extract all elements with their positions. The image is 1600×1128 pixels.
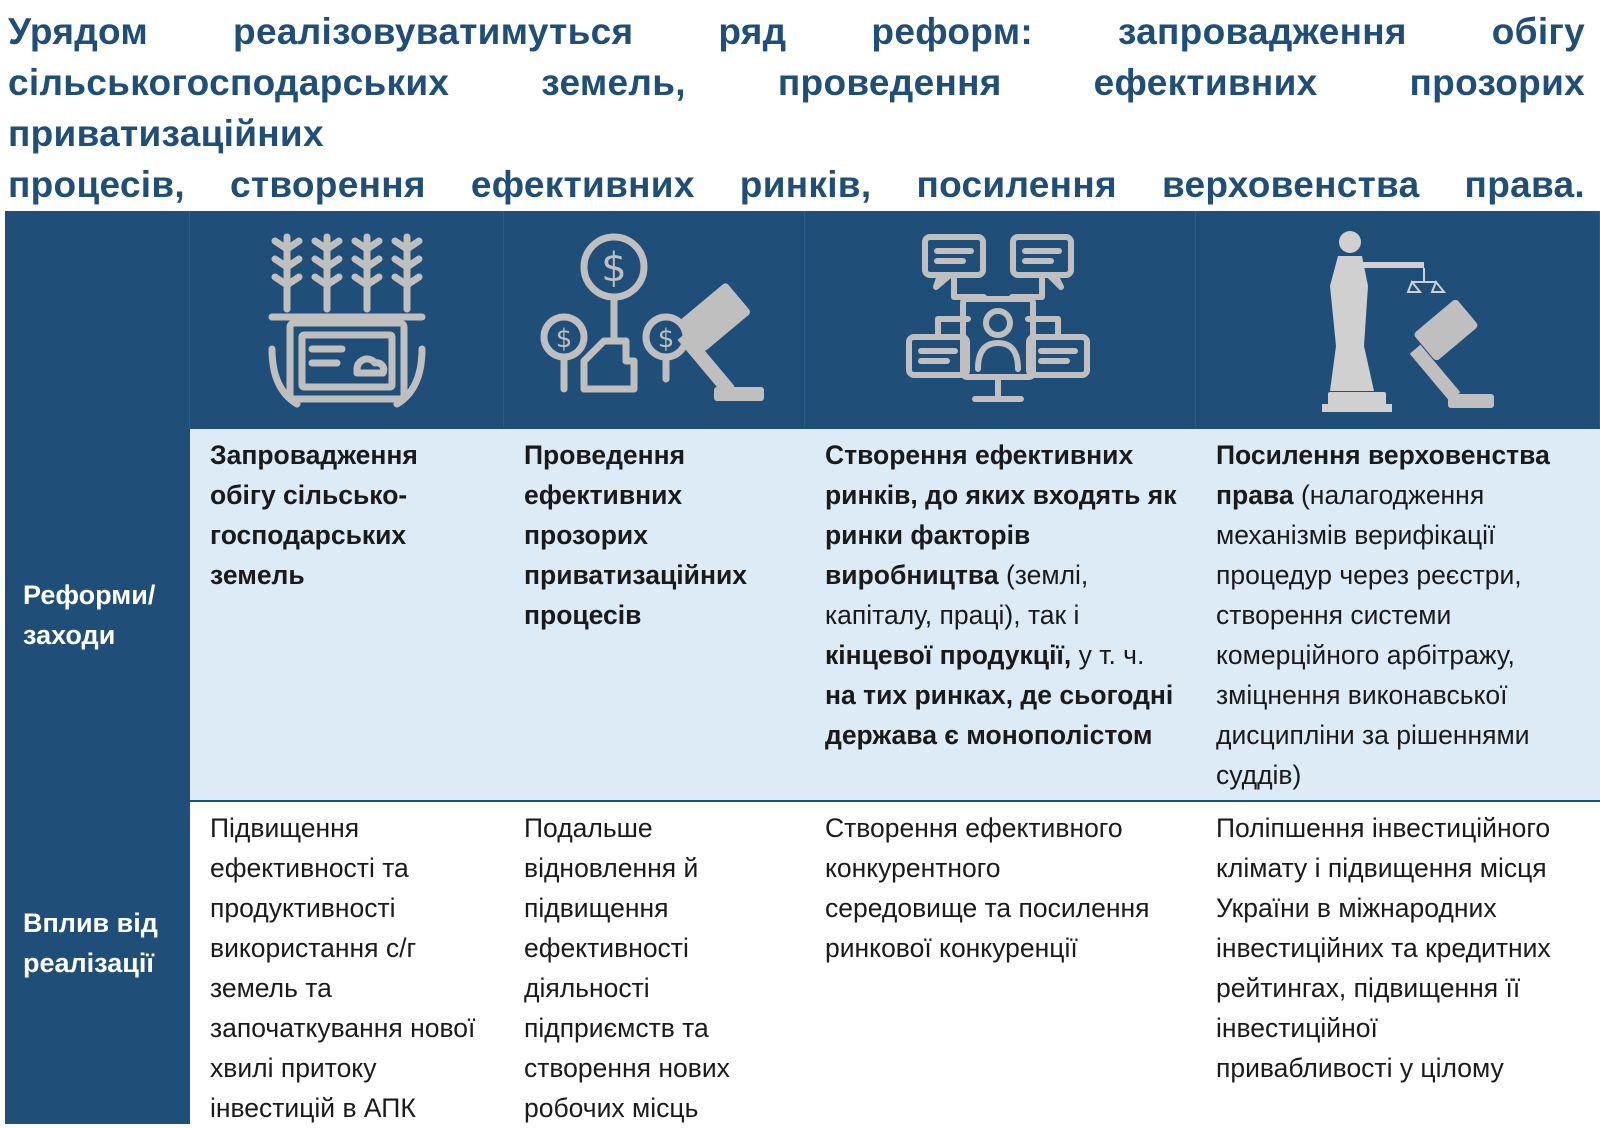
impact-line: інвестиційних та кредитних <box>1216 933 1551 963</box>
impact-line: відновлення й <box>524 853 699 883</box>
impact-line: продуктивності <box>210 893 396 923</box>
impact-line: започаткування нової <box>210 1013 476 1043</box>
reform-line: земель <box>210 560 305 590</box>
impact-line: інвестицій в АПК <box>210 1093 416 1123</box>
reform-line: обігу сільсько- <box>210 480 408 510</box>
svg-text:$: $ <box>555 324 573 354</box>
row-label-line: заходи <box>23 619 116 650</box>
svg-text:$: $ <box>601 245 627 291</box>
impact-line: рейтингах, підвищення її <box>1216 973 1521 1003</box>
reform-line: ринки факторів <box>825 520 1031 550</box>
reform-line: зміцнення виконавської <box>1216 680 1508 710</box>
reforms-table <box>5 211 1600 1124</box>
impact-line: ефективності <box>524 933 689 963</box>
impact-line: України в міжнародних <box>1216 893 1497 923</box>
impact-line: конкурентного <box>825 853 1001 883</box>
reform-cell-rule-of-law <box>1196 427 1600 800</box>
header-icon-cell-markets <box>805 211 1196 427</box>
intro-line: сільськогосподарських земель, проведення ефективних прозорих приватизаційних <box>8 62 1585 154</box>
row-label-line: Реформи/ <box>23 579 156 610</box>
reform-line: процесів <box>524 600 642 630</box>
reform-line <box>825 555 1182 595</box>
impact-line: ринкової конкуренції <box>825 933 1078 963</box>
privatization-auction-icon <box>534 229 774 409</box>
market-network-icon <box>905 229 1095 409</box>
reform-line: комерційного арбітражу, <box>1216 640 1515 670</box>
farmland-tablet-icon <box>262 229 432 409</box>
reform-line: на тих ринках, де сьогодні <box>825 680 1174 710</box>
reform-normal-fragment: (налагодження <box>1293 480 1485 510</box>
impact-line: Підвищення <box>210 813 360 843</box>
reform-cell-markets <box>805 427 1196 800</box>
impact-line: ефективності та <box>210 853 409 883</box>
header-corner-cell <box>5 211 190 427</box>
reform-line: суддів) <box>1216 760 1302 790</box>
reform-bold-fragment: виробництва <box>825 560 999 590</box>
impact-line: Подальше <box>524 813 653 843</box>
reform-line: ефективних <box>524 480 683 510</box>
impact-line: діяльності <box>524 973 650 1003</box>
intro-line: процесів, створення ефективних ринків, посилення верховенства права. <box>8 164 1585 205</box>
reform-bold-fragment: кінцевої продукції, <box>825 640 1072 670</box>
row-label-reforms <box>5 427 190 800</box>
reform-line: капіталу, праці), так і <box>825 600 1080 630</box>
impact-line: підприємств та <box>524 1013 709 1043</box>
reform-line: створення системи <box>1216 600 1452 630</box>
reform-line: держава є монополістом <box>825 720 1153 750</box>
impact-line: Створення ефективного <box>825 813 1123 843</box>
impact-line: використання с/г <box>210 933 417 963</box>
reform-normal-fragment: у т. ч. <box>1071 640 1145 670</box>
intro-paragraph <box>8 6 1585 210</box>
impact-cell-land <box>190 800 504 1124</box>
impact-line: клімату і підвищення місця <box>1216 853 1547 883</box>
header-icon-cell-rule-of-law <box>1196 211 1600 427</box>
reform-cell-land <box>190 427 504 800</box>
reform-bold-fragment: права <box>1216 480 1294 510</box>
reform-normal-fragment: (землі, <box>998 560 1089 590</box>
impact-line: хвилі притоку <box>210 1053 377 1083</box>
reform-line: механізмів верифікації <box>1216 520 1496 550</box>
reform-line: ринків, до яких входять як <box>825 480 1177 510</box>
impact-line: інвестиційної <box>1216 1013 1378 1043</box>
reform-line: Запровадження <box>210 440 418 470</box>
justice-statue-gavel-icon <box>1298 224 1498 414</box>
impact-line: створення нових <box>524 1053 730 1083</box>
row-label-impact <box>5 800 190 1124</box>
impact-line: Поліпшення інвестиційного <box>1216 813 1551 843</box>
reform-line: процедур через реєстри, <box>1216 560 1522 590</box>
impact-line: підвищення <box>524 893 669 923</box>
reform-line: прозорих <box>524 520 648 550</box>
intro-line: Урядом реалізовуватимуться ряд реформ: запровадження обігу <box>8 11 1585 52</box>
impact-line: привабливості у цілому <box>1216 1053 1504 1083</box>
reform-line: господарських <box>210 520 407 550</box>
header-icon-cell-land <box>190 211 504 427</box>
reform-line: Посилення верховенства <box>1216 440 1550 470</box>
reform-line <box>825 635 1182 675</box>
reform-line <box>1216 475 1586 515</box>
impact-cell-privatization <box>504 800 805 1124</box>
svg-text:$: $ <box>657 324 675 354</box>
impact-cell-rule-of-law <box>1196 800 1600 1124</box>
reform-line: Проведення <box>524 440 686 470</box>
impact-line: середовище та посилення <box>825 893 1150 923</box>
impact-line: робочих місць <box>524 1093 699 1123</box>
row-label-line: Вплив від <box>23 908 158 938</box>
header-icon-cell-privatization <box>504 211 805 427</box>
impact-line: земель та <box>210 973 332 1003</box>
impact-cell-markets <box>805 800 1196 1124</box>
reform-cell-privatization <box>504 427 805 800</box>
reform-line: Створення ефективних <box>825 440 1134 470</box>
row-label-line: реалізації <box>23 948 154 978</box>
reform-line: приватизаційних <box>524 560 747 590</box>
reform-line: дисципліни за рішеннями <box>1216 720 1530 750</box>
